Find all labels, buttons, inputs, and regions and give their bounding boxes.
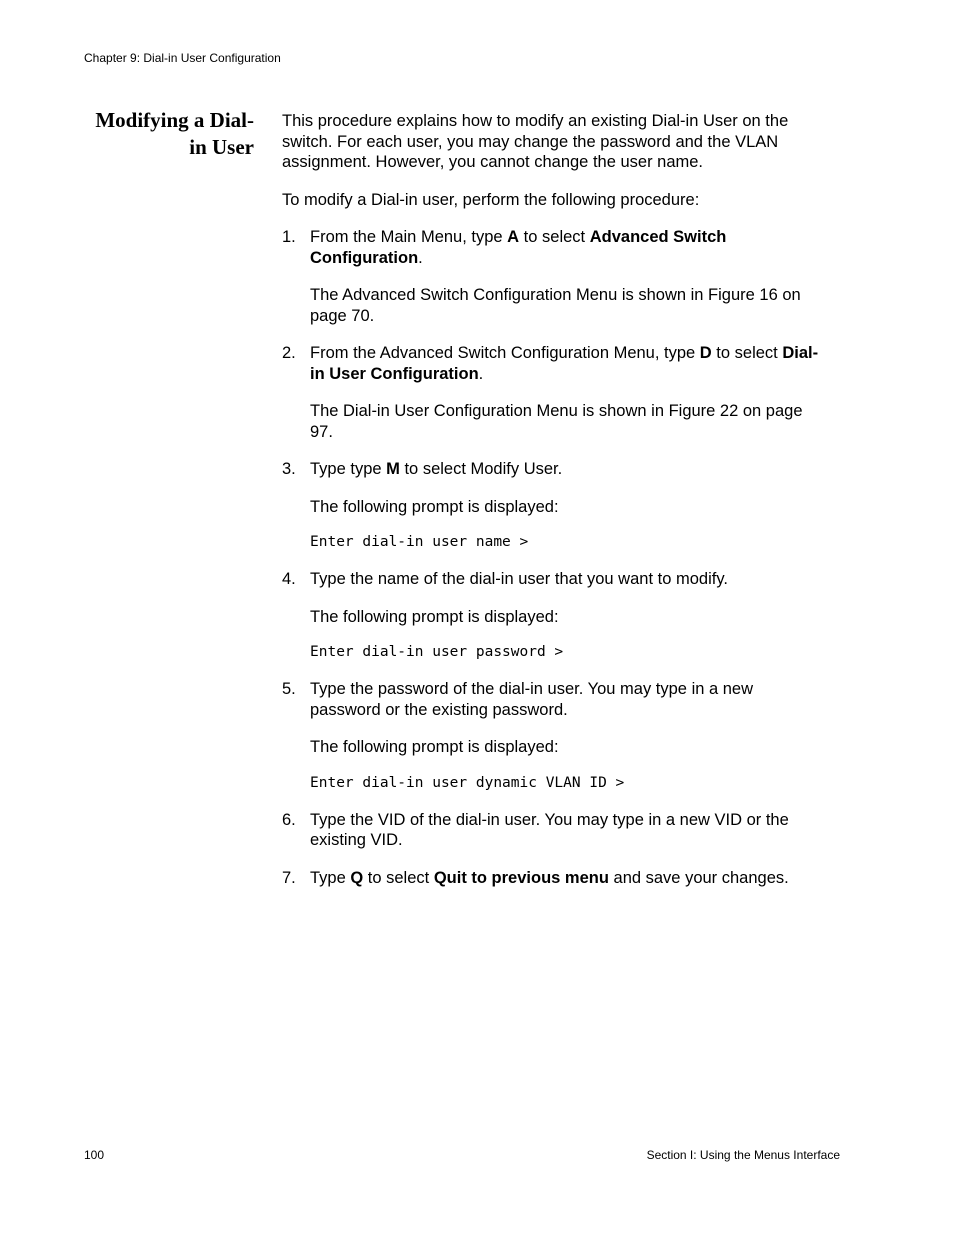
page-number: 100 bbox=[84, 1148, 105, 1162]
step-number: 1. bbox=[282, 228, 296, 246]
procedure-lead-in: To modify a Dial-in user, perform the following procedure: bbox=[282, 190, 700, 209]
step-5 bbox=[282, 679, 827, 793]
prompt-code: Enter dial-in user dynamic VLAN ID > bbox=[310, 774, 625, 791]
running-footer: Section I: Using the Menus Interface bbox=[646, 1148, 840, 1162]
step-note: The Dial-in User Configuration Menu is shown in Figure 22 on page 97. bbox=[310, 402, 803, 441]
step-note: The following prompt is displayed: bbox=[310, 607, 559, 626]
step-text-part: . bbox=[418, 248, 423, 267]
step-number: 5. bbox=[282, 680, 296, 698]
step-text-part: to select bbox=[519, 228, 590, 246]
step-text-part: Type bbox=[310, 868, 351, 887]
key-letter: A bbox=[507, 228, 520, 246]
key-letter: D bbox=[699, 344, 712, 362]
step-number: 4. bbox=[282, 570, 296, 588]
key-letter: M bbox=[386, 460, 400, 478]
step-text: Type the name of the dial-in user that you want to modify. bbox=[310, 570, 728, 588]
menu-option: Dial-in User Configuration bbox=[310, 344, 819, 383]
step-text-part: to select bbox=[711, 344, 783, 362]
step-text: Type the VID of the dial-in user. You may type in a new VID or the existing VID. bbox=[310, 810, 789, 849]
step-text bbox=[310, 343, 827, 384]
step-number: 6. bbox=[282, 810, 296, 829]
step-text bbox=[310, 459, 827, 480]
step-text-part: Type type bbox=[310, 460, 387, 478]
step-note: The following prompt is displayed: bbox=[310, 497, 559, 516]
menu-option: Quit to previous menu bbox=[433, 868, 609, 887]
step-6 bbox=[282, 810, 827, 851]
section-heading-line1: Modifying a Dial- bbox=[95, 108, 254, 132]
step-1 bbox=[282, 227, 827, 326]
prompt-code: Enter dial-in user name > bbox=[310, 534, 529, 550]
menu-option: Advanced Switch Configuration bbox=[310, 228, 727, 267]
step-7 bbox=[282, 868, 827, 889]
procedure-steps bbox=[282, 227, 827, 888]
step-text-part: . bbox=[478, 364, 484, 383]
section-heading-line2: in User bbox=[189, 135, 254, 159]
step-text bbox=[310, 868, 827, 889]
step-text: Type the password of the dial-in user. You may type in a new password or the existing password. bbox=[310, 680, 754, 719]
step-number: 2. bbox=[282, 344, 296, 362]
step-text-part: to select bbox=[363, 868, 434, 887]
step-note: The Advanced Switch Configuration Menu is shown in Figure 16 on page 70. bbox=[310, 286, 801, 325]
body-text bbox=[282, 111, 827, 905]
running-header: Chapter 9: Dial-in User Configuration bbox=[84, 51, 281, 65]
step-number: 3. bbox=[282, 460, 296, 478]
step-note: The following prompt is displayed: bbox=[310, 738, 559, 756]
prompt-code: Enter dial-in user password > bbox=[310, 644, 564, 660]
step-text-part: and save your changes. bbox=[608, 868, 789, 887]
step-2 bbox=[282, 343, 827, 442]
step-number: 7. bbox=[282, 868, 296, 887]
key-letter: Q bbox=[350, 868, 364, 887]
step-text-part: From the Advanced Switch Configuration Menu, type bbox=[310, 344, 700, 362]
step-4 bbox=[282, 569, 827, 662]
step-text-part: From the Main Menu, type bbox=[310, 228, 508, 246]
section-heading bbox=[70, 107, 254, 161]
step-text bbox=[310, 227, 827, 268]
step-text-part: to select Modify User. bbox=[399, 460, 563, 478]
intro-paragraph: This procedure explains how to modify an existing Dial-in User on the switch. For each user, you may change the password and the VLAN assignment. However, you cannot change the user name. bbox=[282, 112, 789, 171]
step-3 bbox=[282, 459, 827, 552]
